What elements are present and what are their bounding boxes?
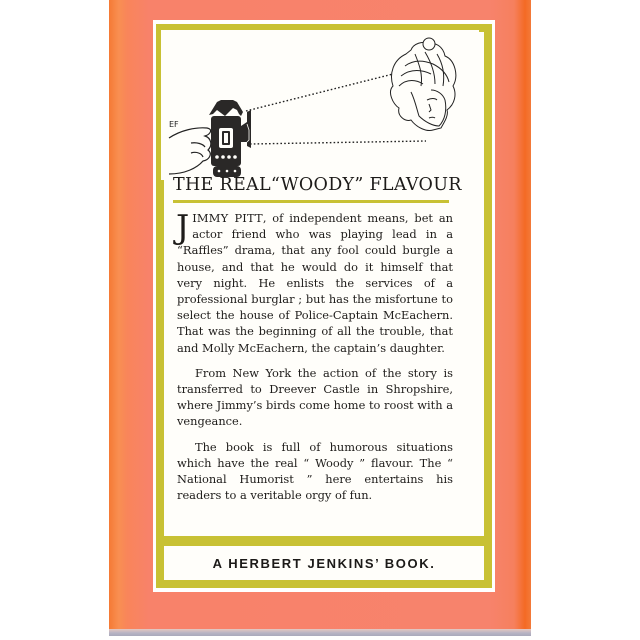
- magic-lantern-illustration: [161, 30, 479, 180]
- publisher-imprint: A HERBERT JENKINS’ BOOK.: [212, 555, 436, 571]
- book-back-cover: [109, 0, 531, 636]
- heading-underline: [173, 200, 449, 203]
- artist-monogram: EF: [169, 120, 179, 129]
- blurb-body: [176, 207, 453, 512]
- blurb-heading: THE REAL“WOODY” FLAVOUR: [173, 175, 462, 195]
- paragraph-3: The book is full of humorous situations which have the real “ Woody ” flavour. The “ National Humorist ” here entertains his readers to a veritable orgy of fun.: [177, 439, 453, 503]
- paragraph-2: From New York the action of the story is transferred to Dreever Castle in Shropshire, where Jimmy’s birds come home to roost with a vengeance.: [177, 365, 453, 429]
- publisher-box: [156, 540, 492, 588]
- paragraph-1-text: , of independent means, bet an actor friend who was playing lead in a “Raffles” drama, that any fool could burgle a house, and that he would do it himself that very night. He enlists the services of a professional burglar ; but has the misfortune to select the house of Police-Captain McEachern. That was the beginning of all the trouble, that and Molly McEachern, the captain’s daughter.: [177, 211, 453, 355]
- lead-in: IMMY PITT: [192, 211, 263, 225]
- drop-cap: J: [176, 207, 190, 246]
- paragraph-1: [176, 207, 453, 356]
- blurb-panel: [153, 20, 495, 592]
- worn-bottom-edge: [109, 629, 531, 636]
